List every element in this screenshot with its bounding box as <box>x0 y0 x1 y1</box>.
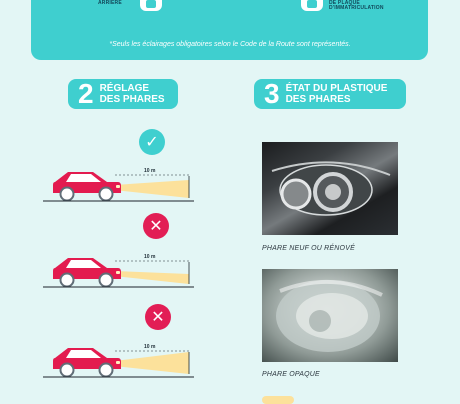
headlight-scene-too-high <box>43 340 197 384</box>
license-plate-icon <box>301 0 323 11</box>
section-2-header <box>68 79 178 109</box>
distance-label: 10 m <box>144 168 156 174</box>
section-3-title-line-1: ÉTAT DU PLASTIQUE <box>285 83 388 94</box>
headlight-beam <box>114 352 189 374</box>
photo-new-headlight <box>262 142 398 235</box>
rear-light-icon <box>140 0 162 11</box>
top-right-label-1: DE PLAQUE <box>329 0 360 6</box>
distance-label: 10 m <box>144 344 156 350</box>
photo-caption: PHARE NEUF OU RÉNOVÉ <box>262 245 355 252</box>
photo-opaque-headlight <box>262 269 398 362</box>
check-icon: ✓ <box>139 129 165 155</box>
section-3-number: 3 <box>264 78 280 109</box>
cross-icon: ✕ <box>143 213 169 239</box>
section-2-title <box>100 83 165 105</box>
top-banner <box>31 0 428 60</box>
section-2-title-line-2: DES PHARES <box>99 94 165 105</box>
headlight-scene-correct <box>43 164 197 208</box>
footnote: *Seuls les éclairages obligatoires selon le Code de la Route sont représentés. <box>109 41 351 48</box>
section-3-title <box>286 83 388 105</box>
section-2-title-line-1: RÉGLAGE <box>99 83 150 94</box>
section-3-header <box>254 79 406 109</box>
partial-yellow-badge <box>262 396 294 404</box>
top-right-label-2: D'IMMATRICULATION <box>329 5 384 11</box>
headlight-beam <box>114 271 189 284</box>
section-3-title-line-2: DES PHARES <box>285 94 351 105</box>
distance-label: 10 m <box>144 254 156 260</box>
top-left-label: ARRIÈRE <box>98 0 122 6</box>
headlight-scene-too-low <box>43 250 197 294</box>
section-2-number: 2 <box>78 78 94 109</box>
cross-icon: ✕ <box>145 304 171 330</box>
headlight-beam <box>114 180 189 198</box>
photo-caption: PHARE OPAQUE <box>262 371 320 378</box>
